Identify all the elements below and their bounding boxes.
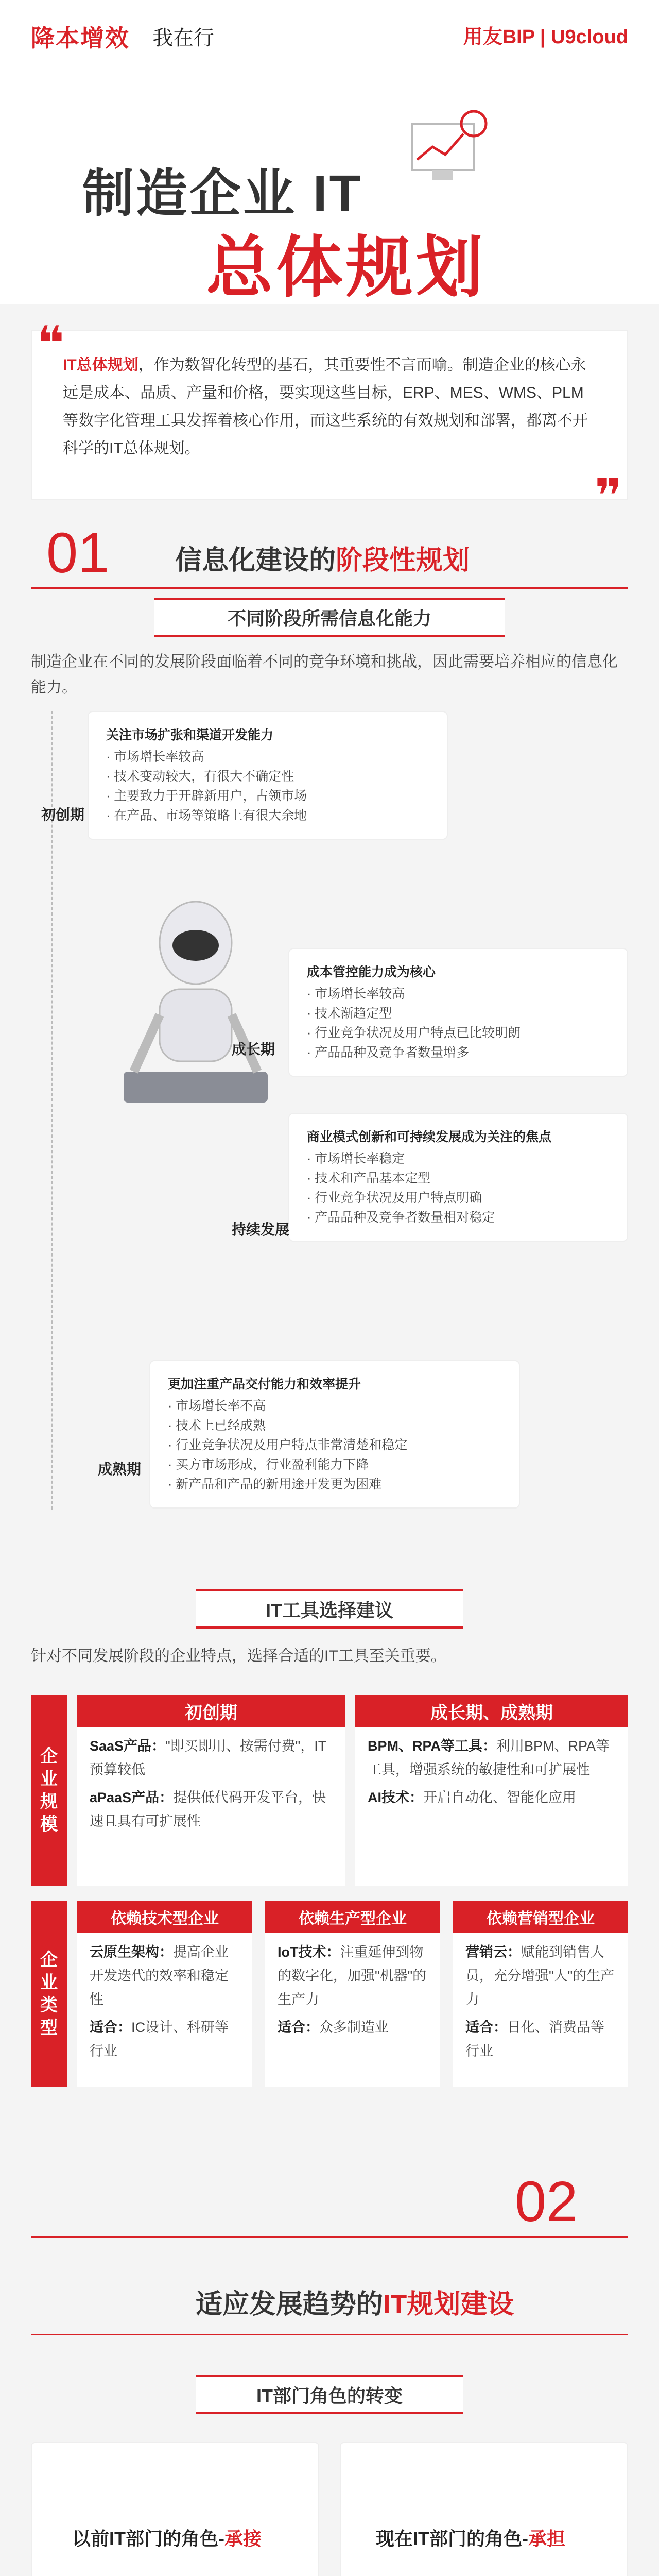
type-col-head-2: 依赖生产型企业: [265, 1901, 440, 1933]
stage-label-2: 成长期: [232, 1041, 275, 1057]
hero-title-line2: 总体规划: [206, 230, 487, 305]
robot-illustration: [93, 896, 288, 1123]
timeline-line: [51, 711, 53, 1510]
stage-label-3: 持续发展: [232, 1222, 290, 1238]
divider: [31, 2334, 628, 2335]
section1-title: 信息化建设的阶段性规划: [175, 546, 470, 575]
hero: [0, 62, 659, 304]
type-col-body-2: IoT技术：注重延伸到物的数字化，加强"机器"的生产力 适合：众多制造业: [265, 1933, 440, 2087]
type-col-body-1: 云原生架构：提高企业开发迭代的效率和稳定性 适合：IC设计、科研等行业: [77, 1933, 252, 2087]
chart-deco-icon: [391, 103, 494, 206]
intro-text: IT总体规划，作为数智化转型的基石，其重要性不言而喻。制造企业的核心永远是成本、品质、产量和价格，要实现这些目标，ERP、MES、WMS、PLM等数字化管理工具发挥着核心作用，而这些系统的有效规划和部署，都离不开科学的IT总体规划。: [63, 357, 588, 457]
type-col-body-3: 营销云：赋能到销售人员，充分增强"人"的生产力 适合：日化、消费品等行业: [453, 1933, 628, 2087]
section1-number: 01: [46, 521, 110, 585]
divider: [31, 587, 628, 589]
old-role-panel: [31, 2442, 319, 2576]
hero-title-line1: 制造企业 IT: [82, 165, 363, 223]
scale-tag: 企业规模: [31, 1695, 67, 1886]
type-tag: 企业类型: [31, 1901, 67, 2087]
slogan-tail: 我在行: [152, 27, 214, 49]
intro-box: [31, 318, 628, 522]
slogan: 降本增效: [31, 25, 130, 52]
tools-para: 针对不同发展阶段的企业特点，选择合适的IT工具至关重要。: [31, 1648, 446, 1665]
new-role-title: 现在IT部门的角色-承担: [376, 2528, 565, 2549]
type-col-head-3: 依赖营销型企业: [453, 1901, 628, 1933]
stage-card-4: 更加注重产品交付能力和效率提升 · 市场增长率不高 · 技术上已经成熟 · 行业竞争状况及用户特点非常清楚和稳定 · 买方市场形成，行业盈利能力下降 · 新产品和产品的新用途开发更为困难: [149, 1360, 520, 1509]
stage-card-1: 关注市场扩张和渠道开发能力 · 市场增长率较高 · 技术变动较大，有很大不确定性 · 主要致力于开辟新用户，占领市场 · 在产品、市场等策略上有很大余地: [88, 711, 448, 840]
stage-card-2: 成本管控能力成为核心 · 市场增长率较高 · 技术渐趋定型 · 行业竞争状况及用户特点已比较明朗 · 产品品种及竞争者数量增多: [288, 948, 628, 1077]
top-banner: [0, 0, 659, 62]
section1-para: 制造企业在不同的发展阶段面临着不同的竞争环境和挑战，因此需要培养相应的信息化能力。: [31, 653, 618, 696]
stage-capability-pill: 不同阶段所需信息化能力: [154, 598, 505, 637]
tools-pill: IT工具选择建议: [196, 1589, 463, 1629]
scale-col-head-1: 初创期: [77, 1695, 345, 1727]
close-quote-icon: ❞: [595, 470, 622, 522]
scale-col-head-2: 成长期、成熟期: [355, 1695, 628, 1727]
divider: [31, 2236, 628, 2238]
stage-label-1: 初创期: [41, 807, 85, 823]
open-quote-icon: ❝: [37, 318, 64, 369]
section2-number: 02: [515, 2170, 578, 2233]
scale-col-body-1: SaaS产品："即买即用、按需付费"，IT预算较低 aPaaS产品：提供低代码开发平台，快速且具有可扩展性: [77, 1727, 345, 1886]
stage-label-4: 成熟期: [98, 1461, 142, 1477]
old-role-title: 以前IT部门的角色-承接: [72, 2528, 262, 2549]
section2-title: 适应发展趋势的IT规划建设: [196, 2290, 514, 2319]
new-role-panel: [340, 2442, 628, 2576]
type-col-head-1: 依赖技术型企业: [77, 1901, 252, 1933]
section1-header: [31, 520, 628, 585]
stage-card-3: 商业模式创新和可持续发展成为关注的焦点 · 市场增长率稳定 · 技术和产品基本定型 · 行业竞争状况及用户特点明确 · 产品品种及竞争者数量相对稳定: [288, 1113, 628, 1242]
brand-logo: 用友BIP | U9cloud: [463, 26, 628, 48]
scale-col-body-2: BPM、RPA等工具：利用BPM、RPA等工具，增强系统的敏捷性和可扩展性 AI技术：开启自动化、智能化应用: [355, 1727, 628, 1886]
role-pill: IT部门角色的转变: [196, 2375, 463, 2414]
